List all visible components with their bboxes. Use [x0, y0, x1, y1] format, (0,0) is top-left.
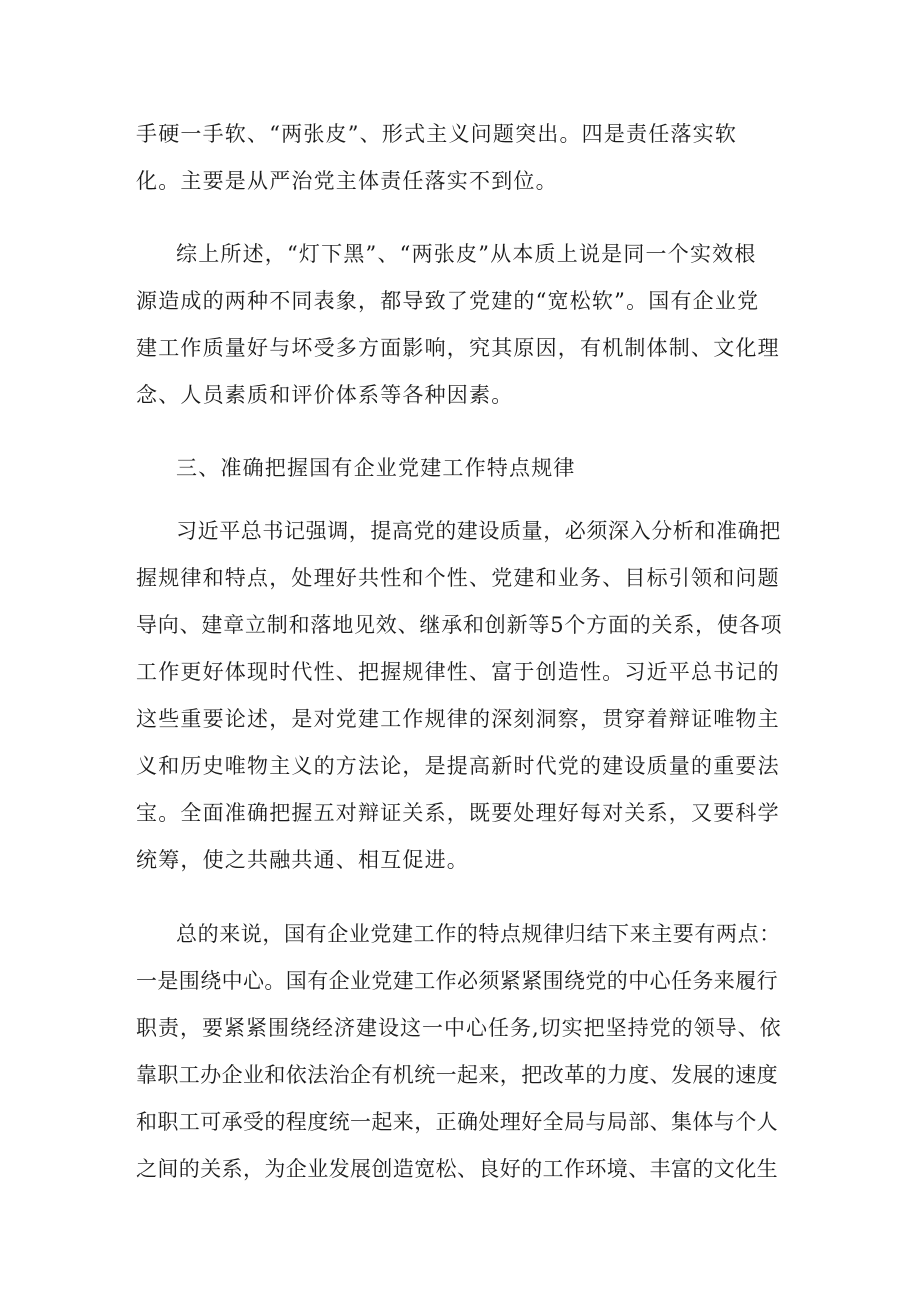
text-line: 这些重要论述，是对党建工作规律的深刻洞察，贯穿着辩证唯物主: [136, 707, 780, 731]
paragraph-first-line: 总的来说，国有企业党建工作的特点规律归结下来主要有两点：: [176, 922, 781, 946]
text-line: 和职工可承受的程度统一起来，正确处理好全局与局部、集体与个人: [136, 1110, 778, 1134]
text-line: 之间的关系，为企业发展创造宽松、良好的工作环境、丰富的文化生: [136, 1157, 778, 1181]
text-line: 工作更好体现时代性、把握规律性、富于创造性。习近平总书记的: [136, 660, 780, 684]
paragraph-first-line: 习近平总书记强调，提高党的建设质量，必须深入分析和准确把: [176, 519, 781, 543]
text-line: 念、人员素质和评价体系等各种因素。: [136, 383, 514, 407]
text-line: 职责，要紧紧围绕经济建设这一中心任务,切实把坚持党的领导、依: [136, 1016, 782, 1040]
text-line: 义和历史唯物主义的方法论，是提高新时代党的建设质量的重要法: [136, 754, 780, 778]
text-line: 化。主要是从严治党主体责任落实不到位。: [136, 169, 558, 193]
section-heading: 三、准确把握国有企业党建工作特点规律: [176, 456, 576, 480]
text-line: 握规律和特点，处理好共性和个性、党建和业务、目标引领和问题: [136, 566, 780, 590]
text-line: 导向、建章立制和落地见效、继承和创新等5个方面的关系，使各项: [136, 613, 783, 637]
text-line: 靠职工办企业和依法治企有机统一起来，把改革的力度、发展的速度: [136, 1063, 778, 1087]
text-line: 宝。全面准确把握五对辩证关系，既要处理好每对关系，又要科学: [136, 801, 780, 825]
text-line: 手硬一手软、“两张皮”、形式主义问题突出。四是责任落实软: [136, 122, 738, 146]
paragraph-first-line: 综上所述，“灯下黑”、“两张皮”从本质上说是同一个实效根: [176, 242, 757, 266]
text-line: 一是围绕中心。国有企业党建工作必须紧紧围绕党的中心任务来履行: [136, 969, 778, 993]
text-line: 建工作质量好与坏受多方面影响，究其原因，有机制体制、文化理: [136, 336, 780, 360]
text-line: 统筹，使之共融共通、相互促进。: [136, 848, 469, 872]
text-line: 源造成的两种不同表象，都导致了党建的“宽松软”。国有企业党: [136, 289, 760, 313]
